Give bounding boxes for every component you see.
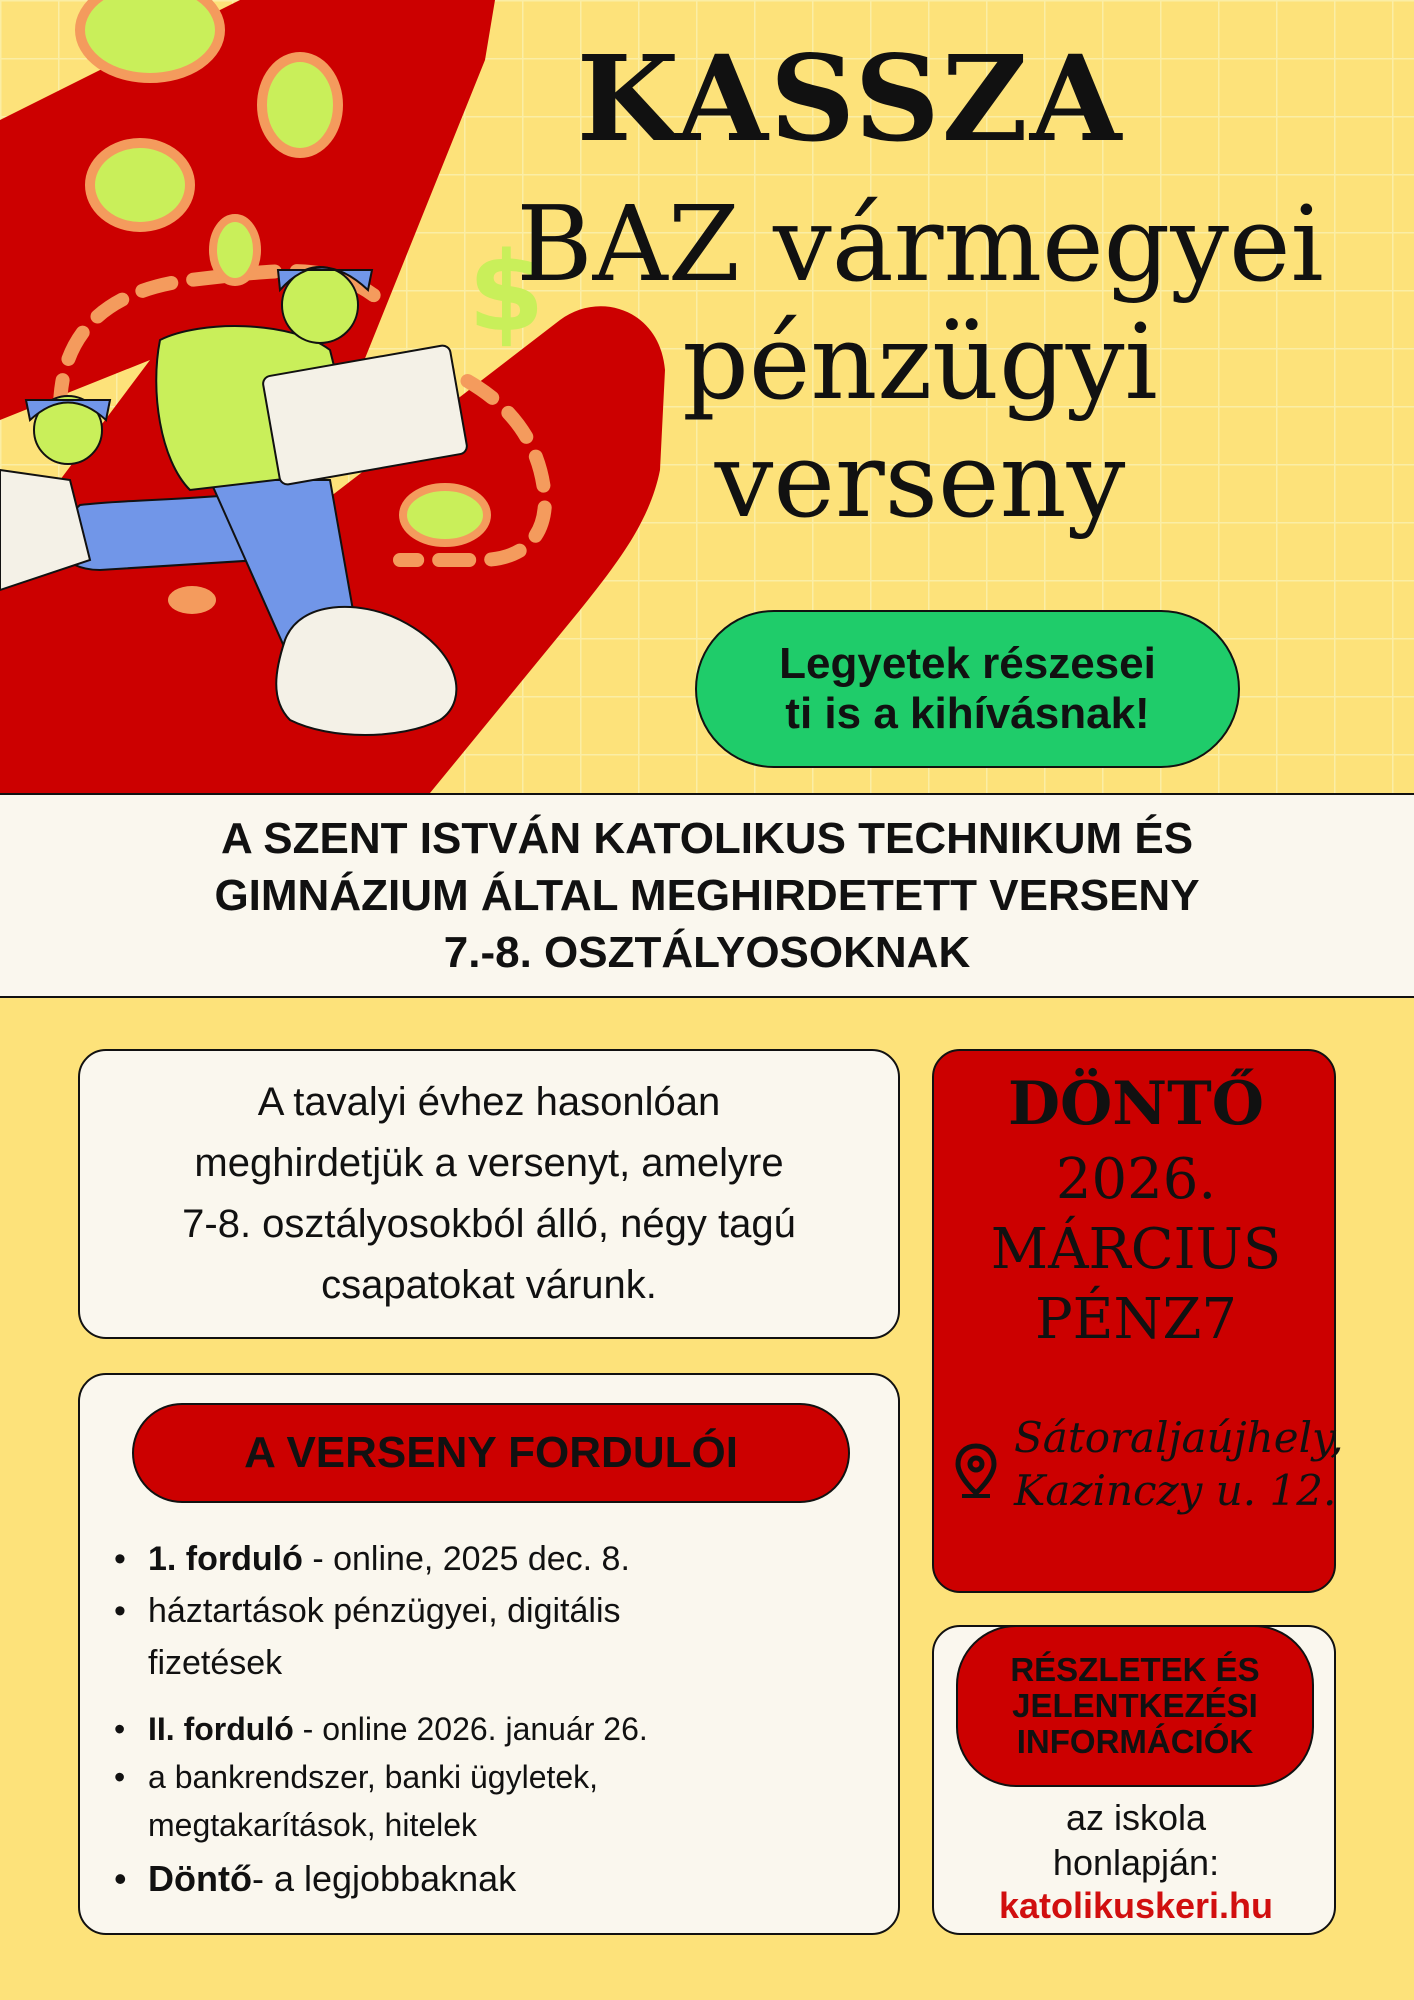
info-badge-line: INFORMÁCIÓK bbox=[1016, 1723, 1254, 1760]
rounds-card bbox=[78, 1373, 900, 1935]
main-title: KASSZA bbox=[576, 29, 1124, 168]
intro-line: 7-8. osztályosokból álló, négy tagú bbox=[182, 1202, 796, 1246]
round1-label: 1. forduló bbox=[148, 1540, 303, 1578]
banner-line: 7.-8. OSZTÁLYOSOKNAK bbox=[443, 928, 971, 977]
intro-line: A tavalyi évhez hasonlóan bbox=[257, 1080, 721, 1124]
subtitle-line: BAZ vármegyei bbox=[516, 183, 1324, 305]
list-item bbox=[112, 1533, 832, 1585]
list-item bbox=[112, 1705, 832, 1753]
info-badge-line: JELENTKEZÉSI bbox=[1012, 1687, 1258, 1724]
subtitle-line: verseny bbox=[714, 419, 1126, 541]
final-date-line: PÉNZ7 bbox=[1034, 1287, 1238, 1352]
banner-line: A SZENT ISTVÁN KATOLIKUS TECHNIKUM ÉS bbox=[220, 814, 1194, 863]
final-date-line: 2026. bbox=[1055, 1147, 1217, 1212]
organizer-banner bbox=[0, 793, 1414, 998]
info-text-line: honlapján: bbox=[1052, 1842, 1220, 1883]
info-text bbox=[934, 1795, 1338, 1885]
intro-card bbox=[78, 1049, 900, 1339]
banner-line: GIMNÁZIUM ÁLTAL MEGHIRDETETT VERSENY bbox=[214, 871, 1200, 920]
final-date-line: MÁRCIUS bbox=[990, 1217, 1282, 1282]
round1-list bbox=[112, 1533, 832, 1689]
final-location bbox=[1014, 1411, 1344, 1517]
hero-section bbox=[0, 0, 1414, 793]
info-card bbox=[932, 1625, 1336, 1935]
intro-text bbox=[182, 1072, 796, 1316]
dollar-icon: $ bbox=[468, 228, 545, 356]
round1-detail: - online, 2025 dec. 8. bbox=[302, 1540, 630, 1578]
final-list bbox=[112, 1853, 832, 1905]
subtitle-line: pénzügyi bbox=[682, 301, 1158, 423]
info-badge-line: RÉSZLETEK ÉS bbox=[1010, 1651, 1260, 1688]
final-heading: DÖNTŐ bbox=[1007, 1069, 1265, 1139]
list-item bbox=[112, 1753, 708, 1849]
list-item bbox=[112, 1853, 832, 1905]
rounds-title: A VERSENY FORDULÓI bbox=[132, 1403, 850, 1503]
list-item bbox=[112, 1585, 738, 1689]
info-badge bbox=[956, 1625, 1314, 1787]
location-line: Sátoraljaújhely, bbox=[1014, 1413, 1344, 1462]
final-card bbox=[932, 1049, 1344, 1593]
round2-topic: a bankrendszer, banki ügyletek, megtakarítások, hitelek bbox=[148, 1759, 599, 1843]
final-label: Döntő bbox=[148, 1858, 252, 1899]
round2-detail: - online 2026. január 26. bbox=[293, 1711, 648, 1747]
cta-badge bbox=[695, 610, 1240, 768]
intro-line: meghirdetjük a versenyt, amelyre bbox=[194, 1141, 784, 1185]
final-date bbox=[934, 1145, 1338, 1355]
map-pin-icon bbox=[954, 1443, 998, 1499]
subtitle bbox=[420, 185, 1414, 539]
final-detail: - a legjobbaknak bbox=[251, 1858, 517, 1899]
info-text-line: az iskola bbox=[1065, 1797, 1207, 1838]
intro-line: csapatokat várunk. bbox=[321, 1263, 657, 1307]
location-line: Kazinczy u. 12. bbox=[1014, 1466, 1337, 1515]
cta-line: Legyetek részesei bbox=[779, 639, 1156, 688]
round1-topic: háztartások pénzügyei, digitális fizetések bbox=[148, 1592, 621, 1682]
cta-line: ti is a kihívásnak! bbox=[785, 689, 1150, 738]
website-link[interactable]: katolikuskeri.hu bbox=[998, 1885, 1274, 1926]
round2-list bbox=[112, 1705, 832, 1849]
round2-label: II. forduló bbox=[148, 1711, 294, 1747]
